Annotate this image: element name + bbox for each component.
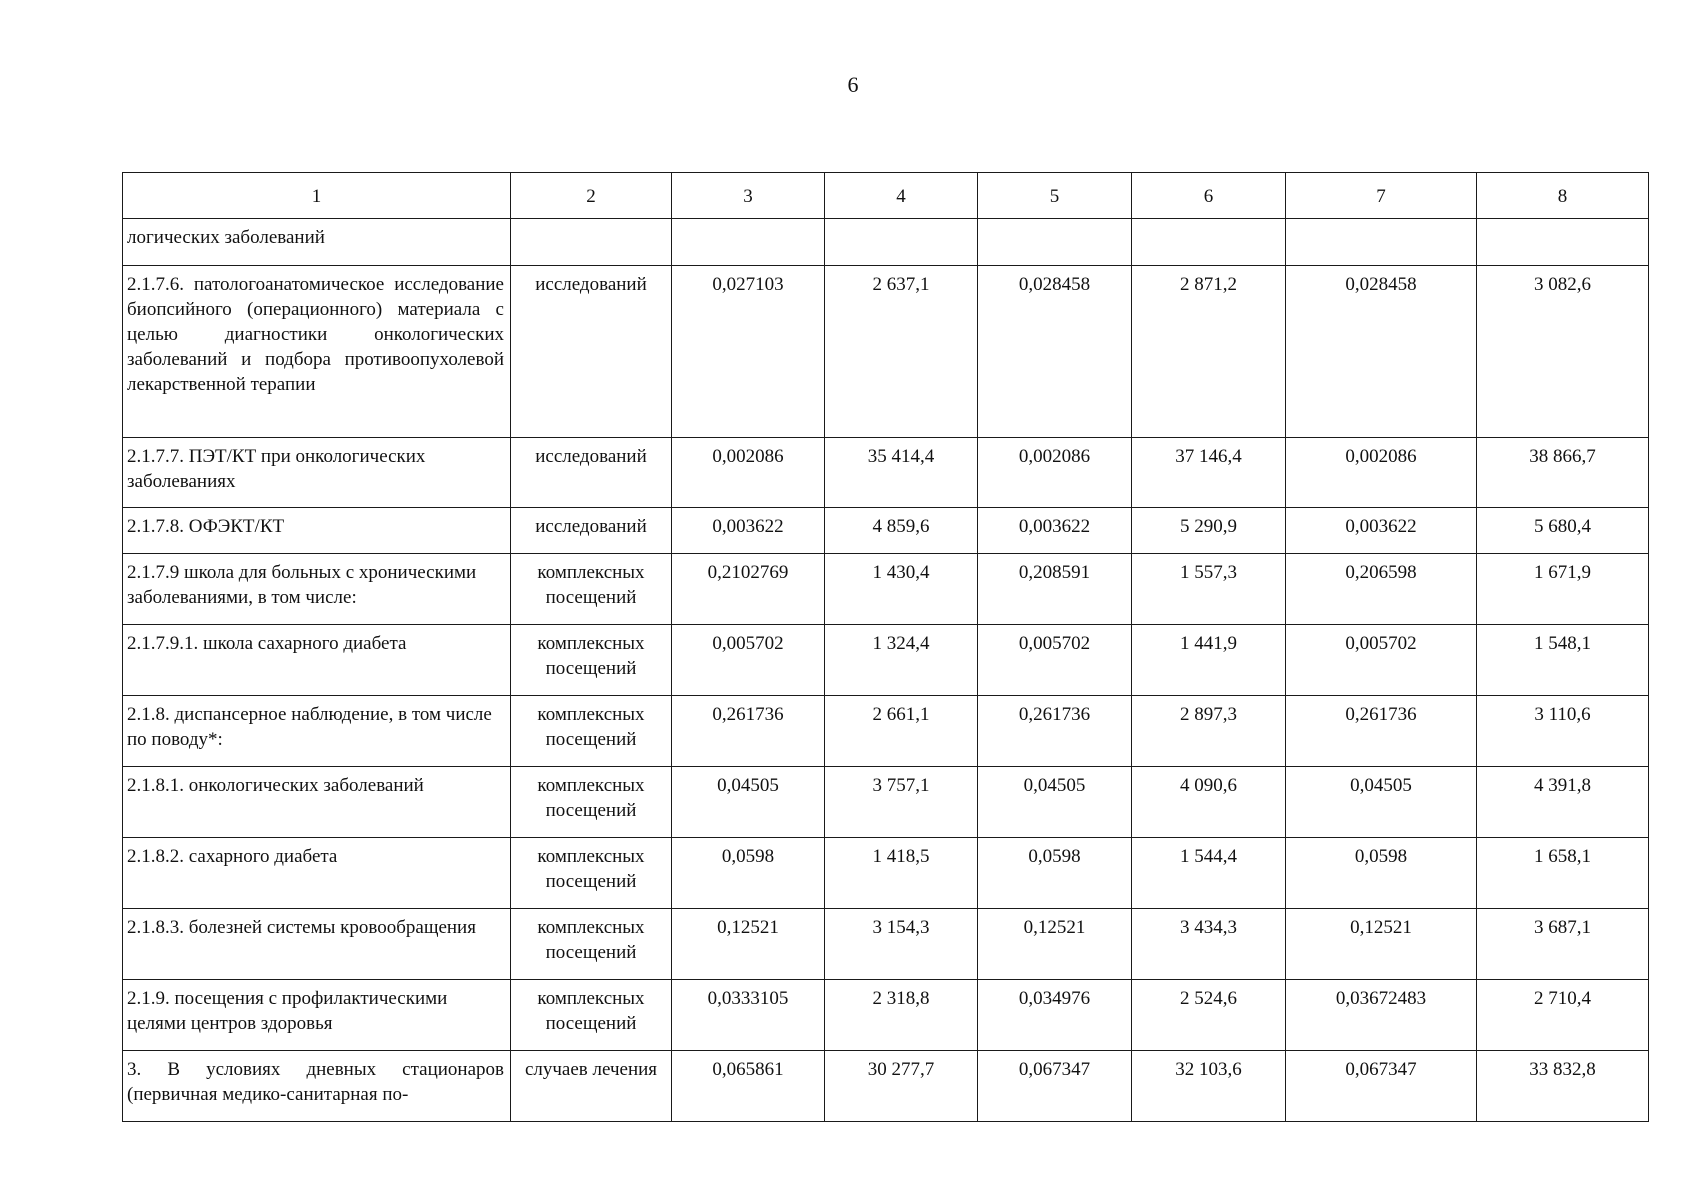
cell-value: 0,034976 bbox=[978, 980, 1132, 1051]
row-name: 2.1.7.8. ОФЭКТ/КТ bbox=[123, 508, 511, 554]
cell-value: 1 671,9 bbox=[1477, 554, 1649, 625]
column-header: 1 bbox=[123, 173, 511, 219]
cell-value: 0,002086 bbox=[672, 438, 825, 508]
cell-value: 2 524,6 bbox=[1132, 980, 1286, 1051]
cell-value: 0,04505 bbox=[1286, 767, 1477, 838]
row-name: логических заболеваний bbox=[123, 219, 511, 266]
cell-value: 0,067347 bbox=[1286, 1051, 1477, 1122]
cell-value: 0,208591 bbox=[978, 554, 1132, 625]
cell-value: 0,003622 bbox=[978, 508, 1132, 554]
cell-value: 3 110,6 bbox=[1477, 696, 1649, 767]
cell-value: 0,0598 bbox=[978, 838, 1132, 909]
table-row bbox=[123, 767, 1649, 838]
cell-value: 4 090,6 bbox=[1132, 767, 1286, 838]
cell-value: 2 318,8 bbox=[825, 980, 978, 1051]
cell-value: 0,0333105 bbox=[672, 980, 825, 1051]
cell-value: 0,261736 bbox=[672, 696, 825, 767]
cell-value: 0,12521 bbox=[1286, 909, 1477, 980]
page-number: 6 bbox=[847, 72, 859, 97]
row-unit: комплексных посещений bbox=[511, 838, 672, 909]
cell-value: 0,0598 bbox=[672, 838, 825, 909]
column-header: 2 bbox=[511, 173, 672, 219]
cell-value: 35 414,4 bbox=[825, 438, 978, 508]
row-name: 3. В условиях дневных стационаров (первичная медико-санитарная по- bbox=[123, 1051, 511, 1122]
row-name: 2.1.7.7. ПЭТ/КТ при онкологических заболеваниях bbox=[123, 438, 511, 508]
table-row bbox=[123, 909, 1649, 980]
cell-value: 3 082,6 bbox=[1477, 266, 1649, 438]
cell-value: 0,2102769 bbox=[672, 554, 825, 625]
column-header: 6 bbox=[1132, 173, 1286, 219]
cell-value: 1 324,4 bbox=[825, 625, 978, 696]
cell-value bbox=[978, 219, 1132, 266]
cell-value: 0,0598 bbox=[1286, 838, 1477, 909]
row-name: 2.1.8.2. сахарного диабета bbox=[123, 838, 511, 909]
cell-value: 0,206598 bbox=[1286, 554, 1477, 625]
cell-value: 37 146,4 bbox=[1132, 438, 1286, 508]
table-row bbox=[123, 266, 1649, 438]
table-row bbox=[123, 696, 1649, 767]
row-name: 2.1.7.6. патологоанатомическое исследование биопсийного (операционного) материала с целью диагностики онкологических заболеваний и подбора противоопухолевой лекарственной терапии bbox=[123, 266, 511, 438]
row-unit: исследований bbox=[511, 508, 672, 554]
cell-value: 3 434,3 bbox=[1132, 909, 1286, 980]
cell-value: 38 866,7 bbox=[1477, 438, 1649, 508]
cell-value: 2 897,3 bbox=[1132, 696, 1286, 767]
table-row bbox=[123, 1051, 1649, 1122]
cell-value: 5 290,9 bbox=[1132, 508, 1286, 554]
column-header: 5 bbox=[978, 173, 1132, 219]
row-unit bbox=[511, 219, 672, 266]
cell-value: 2 637,1 bbox=[825, 266, 978, 438]
cell-value: 0,12521 bbox=[672, 909, 825, 980]
cell-value bbox=[825, 219, 978, 266]
row-unit: комплексных посещений bbox=[511, 696, 672, 767]
cell-value: 1 544,4 bbox=[1132, 838, 1286, 909]
table-row bbox=[123, 438, 1649, 508]
cell-value: 1 418,5 bbox=[825, 838, 978, 909]
cell-value: 0,028458 bbox=[978, 266, 1132, 438]
cell-value bbox=[1132, 219, 1286, 266]
cell-value: 0,04505 bbox=[672, 767, 825, 838]
cell-value: 0,005702 bbox=[978, 625, 1132, 696]
row-unit: исследований bbox=[511, 438, 672, 508]
row-name: 2.1.7.9 школа для больных с хроническими заболеваниями, в том числе: bbox=[123, 554, 511, 625]
cell-value bbox=[1477, 219, 1649, 266]
cell-value: 2 661,1 bbox=[825, 696, 978, 767]
cell-value: 5 680,4 bbox=[1477, 508, 1649, 554]
row-name: 2.1.8.3. болезней системы кровообращения bbox=[123, 909, 511, 980]
row-unit: комплексных посещений bbox=[511, 554, 672, 625]
row-unit: случаев лечения bbox=[511, 1051, 672, 1122]
cell-value: 0,067347 bbox=[978, 1051, 1132, 1122]
cell-value: 30 277,7 bbox=[825, 1051, 978, 1122]
cell-value: 0,003622 bbox=[1286, 508, 1477, 554]
cell-value: 0,261736 bbox=[1286, 696, 1477, 767]
cell-value: 1 441,9 bbox=[1132, 625, 1286, 696]
cell-value: 33 832,8 bbox=[1477, 1051, 1649, 1122]
cell-value: 1 658,1 bbox=[1477, 838, 1649, 909]
cell-value: 4 391,8 bbox=[1477, 767, 1649, 838]
row-name: 2.1.8.1. онкологических заболеваний bbox=[123, 767, 511, 838]
row-unit: комплексных посещений bbox=[511, 625, 672, 696]
row-unit: исследований bbox=[511, 266, 672, 438]
cell-value: 3 757,1 bbox=[825, 767, 978, 838]
table-row bbox=[123, 980, 1649, 1051]
cell-value: 0,12521 bbox=[978, 909, 1132, 980]
row-unit: комплексных посещений bbox=[511, 909, 672, 980]
row-name: 2.1.7.9.1. школа сахарного диабета bbox=[123, 625, 511, 696]
cell-value bbox=[1286, 219, 1477, 266]
cell-value: 3 687,1 bbox=[1477, 909, 1649, 980]
cell-value: 0,002086 bbox=[978, 438, 1132, 508]
cell-value: 32 103,6 bbox=[1132, 1051, 1286, 1122]
cell-value: 2 871,2 bbox=[1132, 266, 1286, 438]
cell-value: 0,028458 bbox=[1286, 266, 1477, 438]
row-name: 2.1.8. диспансерное наблюдение, в том числе по поводу*: bbox=[123, 696, 511, 767]
column-header: 7 bbox=[1286, 173, 1477, 219]
cell-value: 0,04505 bbox=[978, 767, 1132, 838]
row-name: 2.1.9. посещения с профилактическими целями центров здоровья bbox=[123, 980, 511, 1051]
cell-value: 1 557,3 bbox=[1132, 554, 1286, 625]
column-header: 3 bbox=[672, 173, 825, 219]
table-row bbox=[123, 625, 1649, 696]
row-unit: комплексных посещений bbox=[511, 980, 672, 1051]
cell-value: 0,005702 bbox=[1286, 625, 1477, 696]
cell-value: 1 548,1 bbox=[1477, 625, 1649, 696]
cell-value: 0,03672483 bbox=[1286, 980, 1477, 1051]
cell-value: 4 859,6 bbox=[825, 508, 978, 554]
cell-value bbox=[672, 219, 825, 266]
cell-value: 0,002086 bbox=[1286, 438, 1477, 508]
cell-value: 0,261736 bbox=[978, 696, 1132, 767]
cell-value: 0,065861 bbox=[672, 1051, 825, 1122]
table-row bbox=[123, 554, 1649, 625]
column-header: 8 bbox=[1477, 173, 1649, 219]
cell-value: 0,003622 bbox=[672, 508, 825, 554]
standards-table bbox=[122, 172, 1649, 1122]
table-row bbox=[123, 219, 1649, 266]
cell-value: 2 710,4 bbox=[1477, 980, 1649, 1051]
row-unit: комплексных посещений bbox=[511, 767, 672, 838]
table-row bbox=[123, 508, 1649, 554]
table-row bbox=[123, 838, 1649, 909]
cell-value: 0,027103 bbox=[672, 266, 825, 438]
cell-value: 3 154,3 bbox=[825, 909, 978, 980]
column-header: 4 bbox=[825, 173, 978, 219]
cell-value: 1 430,4 bbox=[825, 554, 978, 625]
header-row bbox=[123, 173, 1649, 219]
cell-value: 0,005702 bbox=[672, 625, 825, 696]
